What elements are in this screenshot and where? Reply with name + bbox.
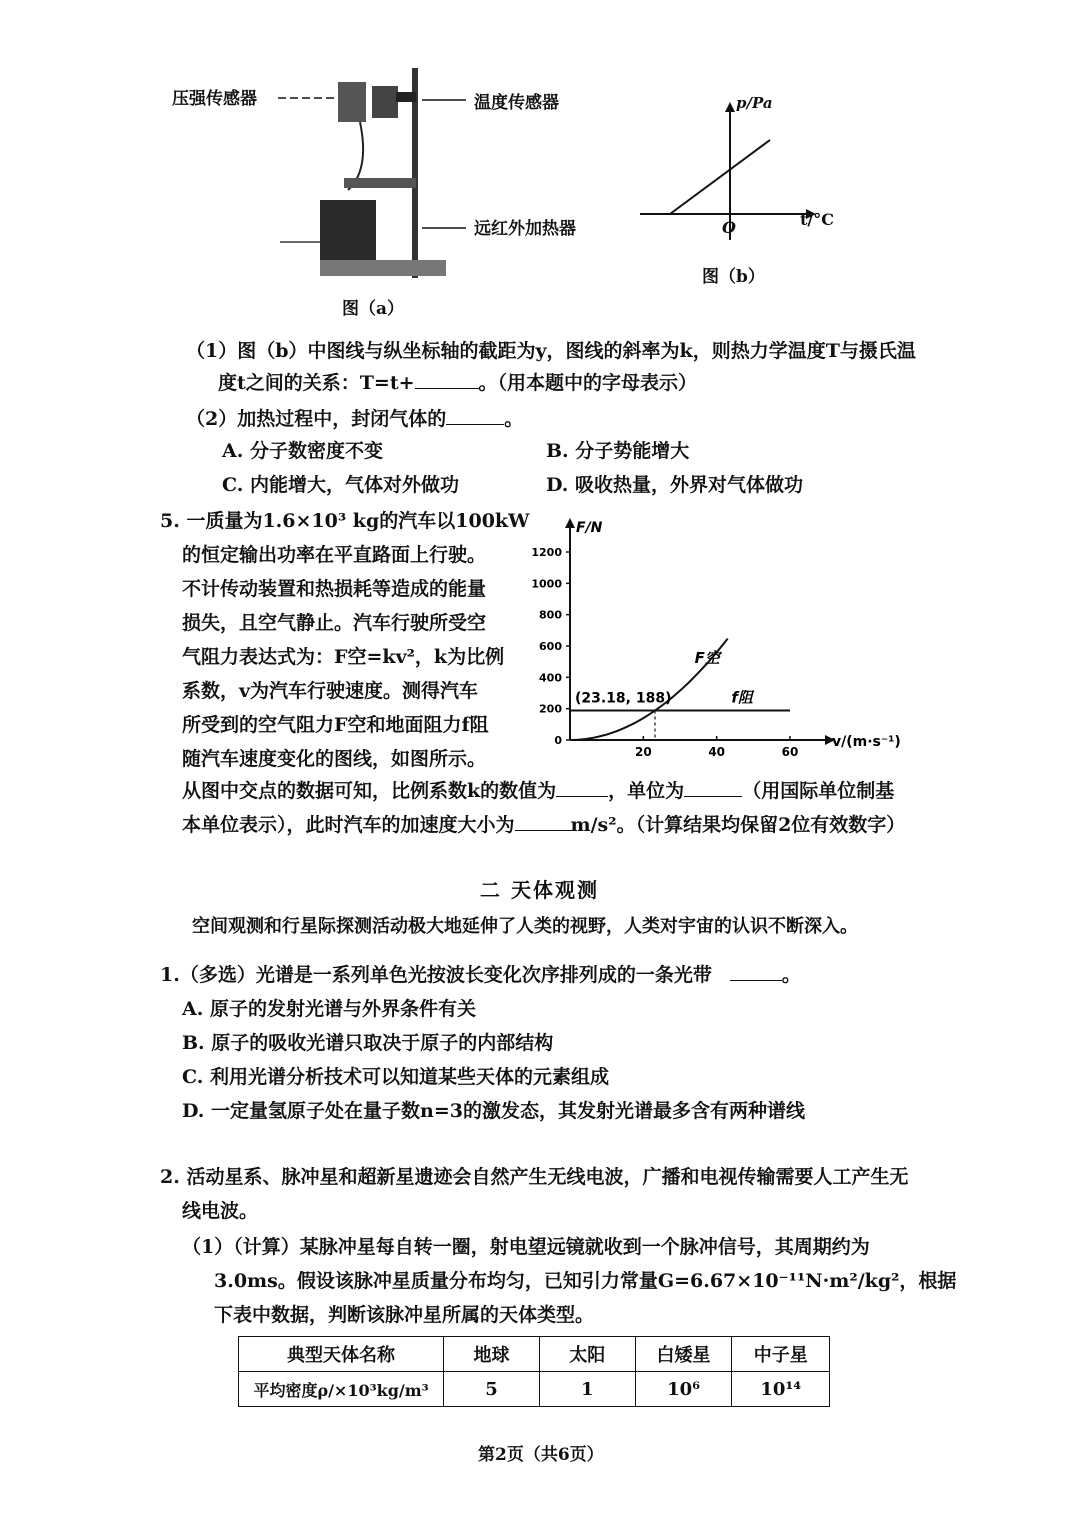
q5-k-unit-blank[interactable] (684, 776, 742, 797)
q4-part1-blank[interactable] (415, 368, 479, 389)
y-axis-arrow-icon (565, 518, 575, 528)
s2-q1-blank[interactable] (730, 960, 782, 981)
s2-q2-part1-line-3: 下表中数据，判断该脉冲星所属的天体类型。 (214, 1304, 595, 1326)
table-cell: 10¹⁴ (732, 1372, 830, 1407)
origin-label: O (722, 218, 736, 237)
table-header-cell: 太阳 (539, 1337, 635, 1372)
s2-q1-stem-text: 1.（多选）光谱是一系列单色光按波长变化次序排列成的一条光带 (160, 964, 712, 986)
q5-acceleration-blank[interactable] (515, 810, 571, 831)
q4-option-c[interactable]: C. 内能增大，气体对外做功 (222, 474, 460, 496)
x-tick-label: 60 (781, 745, 799, 759)
q4-part1-line2-pre: 度t之间的关系：T=t+ (218, 372, 415, 394)
q4-part1-line2 (218, 368, 697, 398)
table-header-cell: 白矮星 (635, 1337, 732, 1372)
y-tick-label: 1000 (531, 577, 562, 591)
q4-part2-pre: （2）加热过程中，封闭气体的 (186, 408, 447, 430)
density-table (238, 1336, 830, 1407)
q5-line-4: 损失，且空气静止。汽车行驶所受空 (182, 612, 487, 634)
q5-tail-line-2 (182, 810, 905, 840)
x-tick-label: 40 (708, 745, 726, 759)
q5-tail-line-1 (182, 776, 894, 806)
table-row-label: 平均密度ρ/×10³kg/m³ (239, 1372, 444, 1407)
y-tick-label: 800 (539, 608, 562, 622)
s2-q2-part1-line-2: 3.0ms。假设该脉冲星质量分布均匀，已知引力常量G=6.67×10⁻¹¹N·m²/kg²，根据 (214, 1270, 957, 1292)
q5-tail-1c: （用国际单位制基 (742, 780, 895, 802)
q4-part1-line2-post: 。（用本题中的字母表示） (478, 372, 698, 394)
table-header-row (239, 1337, 830, 1372)
table-cell: 5 (444, 1372, 540, 1407)
force-velocity-chart (520, 512, 910, 762)
s2-q2-line-1: 2. 活动星系、脉冲星和超新星遗迹会自然产生无线电波，广播和电视传输需要人工产生无 (160, 1166, 909, 1188)
q5-tail-2b: m/s²。（计算结果均保留2位有效数字） (570, 814, 906, 836)
pressure-temperature-line (670, 140, 770, 214)
section-2-intro: 空间观测和行星际探测活动极大地延伸了人类的视野，人类对宇宙的认识不断深入。 (192, 916, 858, 937)
q5-line-1: 5. 一质量为1.6×10³ kg的汽车以100kW (160, 510, 530, 532)
q5-line-8: 随汽车速度变化的图线，如图所示。 (182, 748, 487, 770)
y-tick-label: 400 (539, 671, 562, 685)
s2-q1-stem (160, 960, 801, 990)
chart-labels (575, 520, 901, 750)
q5-line-7: 所受到的空气阻力F空和地面阻力f阻 (182, 714, 489, 736)
x-axis-label: v/(m·s⁻¹) (832, 734, 901, 750)
x-tick-label: 20 (634, 745, 652, 759)
section-2-title: 二 天体观测 (480, 878, 599, 902)
table-header-cell: 中子星 (732, 1337, 830, 1372)
y-tick-label: 0 (554, 734, 562, 747)
y-tick-label: 600 (539, 640, 562, 653)
q5-line-2: 的恒定输出功率在平直路面上行驶。 (182, 544, 487, 566)
q4-part2-blank[interactable] (446, 404, 504, 425)
figure-b-caption: 图（b） (702, 267, 765, 287)
table-cell: 10⁶ (635, 1372, 732, 1407)
pressure-sensor-label: 压强传感器 (172, 89, 257, 109)
q4-part1-line1: （1）图（b）中图线与纵坐标轴的截距为y，图线的斜率为k，则热力学温度T与摄氏温 (186, 340, 916, 362)
q5-tail-1b: ，单位为 (608, 780, 685, 802)
y-arrow-icon (725, 102, 735, 112)
chart-ticks (531, 546, 798, 759)
table-row (239, 1372, 830, 1407)
table-header-cell: 地球 (444, 1337, 540, 1372)
s2-q1-option-d[interactable]: D. 一定量氢原子处在量子数n=3的激发态，其发射光谱最多含有两种谱线 (182, 1100, 805, 1122)
s2-q1-option-b[interactable]: B. 原子的吸收光谱只取决于原子的内部结构 (182, 1032, 554, 1054)
page-footer: 第2页（共6页） (478, 1445, 604, 1465)
s2-q1-stem-end: 。 (781, 964, 801, 986)
q5-tail-1a: 从图中交点的数据可知，比例系数k的数值为 (182, 780, 557, 802)
q4-part2-post: 。 (504, 408, 524, 430)
q4-option-a[interactable]: A. 分子数密度不变 (222, 440, 383, 462)
figure-a-caption: 图（a） (342, 299, 405, 319)
table-header-cell: 典型天体名称 (239, 1337, 444, 1372)
apparatus-drawing (160, 60, 600, 290)
s2-q1-option-c[interactable]: C. 利用光谱分析技术可以知道某些天体的元素组成 (182, 1066, 610, 1088)
q4-part2 (186, 404, 523, 434)
s2-q1-option-a[interactable]: A. 原子的发射光谱与外界条件有关 (182, 998, 476, 1020)
chart-series (570, 639, 790, 740)
q5-line-5: 气阻力表达式为：F空=kv²，k为比例 (182, 646, 505, 668)
y-axis-label: F/N (576, 520, 603, 536)
air-resistance-series-label: F空 (694, 648, 720, 667)
table-cell: 1 (539, 1372, 635, 1407)
y-tick-label: 1200 (531, 546, 562, 559)
q5-line-3: 不计传动装置和热损耗等造成的能量 (182, 578, 487, 600)
q4-option-d[interactable]: D. 吸收热量，外界对气体做功 (546, 474, 804, 496)
q4-option-b[interactable]: B. 分子势能增大 (546, 440, 690, 462)
q5-k-value-blank[interactable] (556, 776, 608, 797)
temperature-sensor-label: 温度传感器 (474, 93, 559, 113)
s2-q2-part1-line-1: （1）（计算）某脉冲星每自转一圈，射电望远镜就收到一个脉冲信号，其周期约为 (182, 1236, 870, 1258)
figure-a (160, 60, 600, 320)
q5-line-6: 系数，v为汽车行驶速度。测得汽车 (182, 680, 479, 702)
figure-b (630, 90, 840, 290)
y-tick-label: 200 (539, 702, 562, 716)
q5-tail-2a: 本单位表示），此时汽车的加速度大小为 (182, 814, 515, 836)
heater-label: 远红外加热器 (474, 219, 576, 239)
y-axis-label: p/Pa (736, 94, 773, 112)
intersection-label: (23.18, 188) (574, 690, 672, 707)
s2-q2-line-2: 线电波。 (182, 1200, 259, 1222)
friction-series-label: f阻 (731, 688, 753, 707)
x-axis-label: t/°C (800, 210, 834, 229)
